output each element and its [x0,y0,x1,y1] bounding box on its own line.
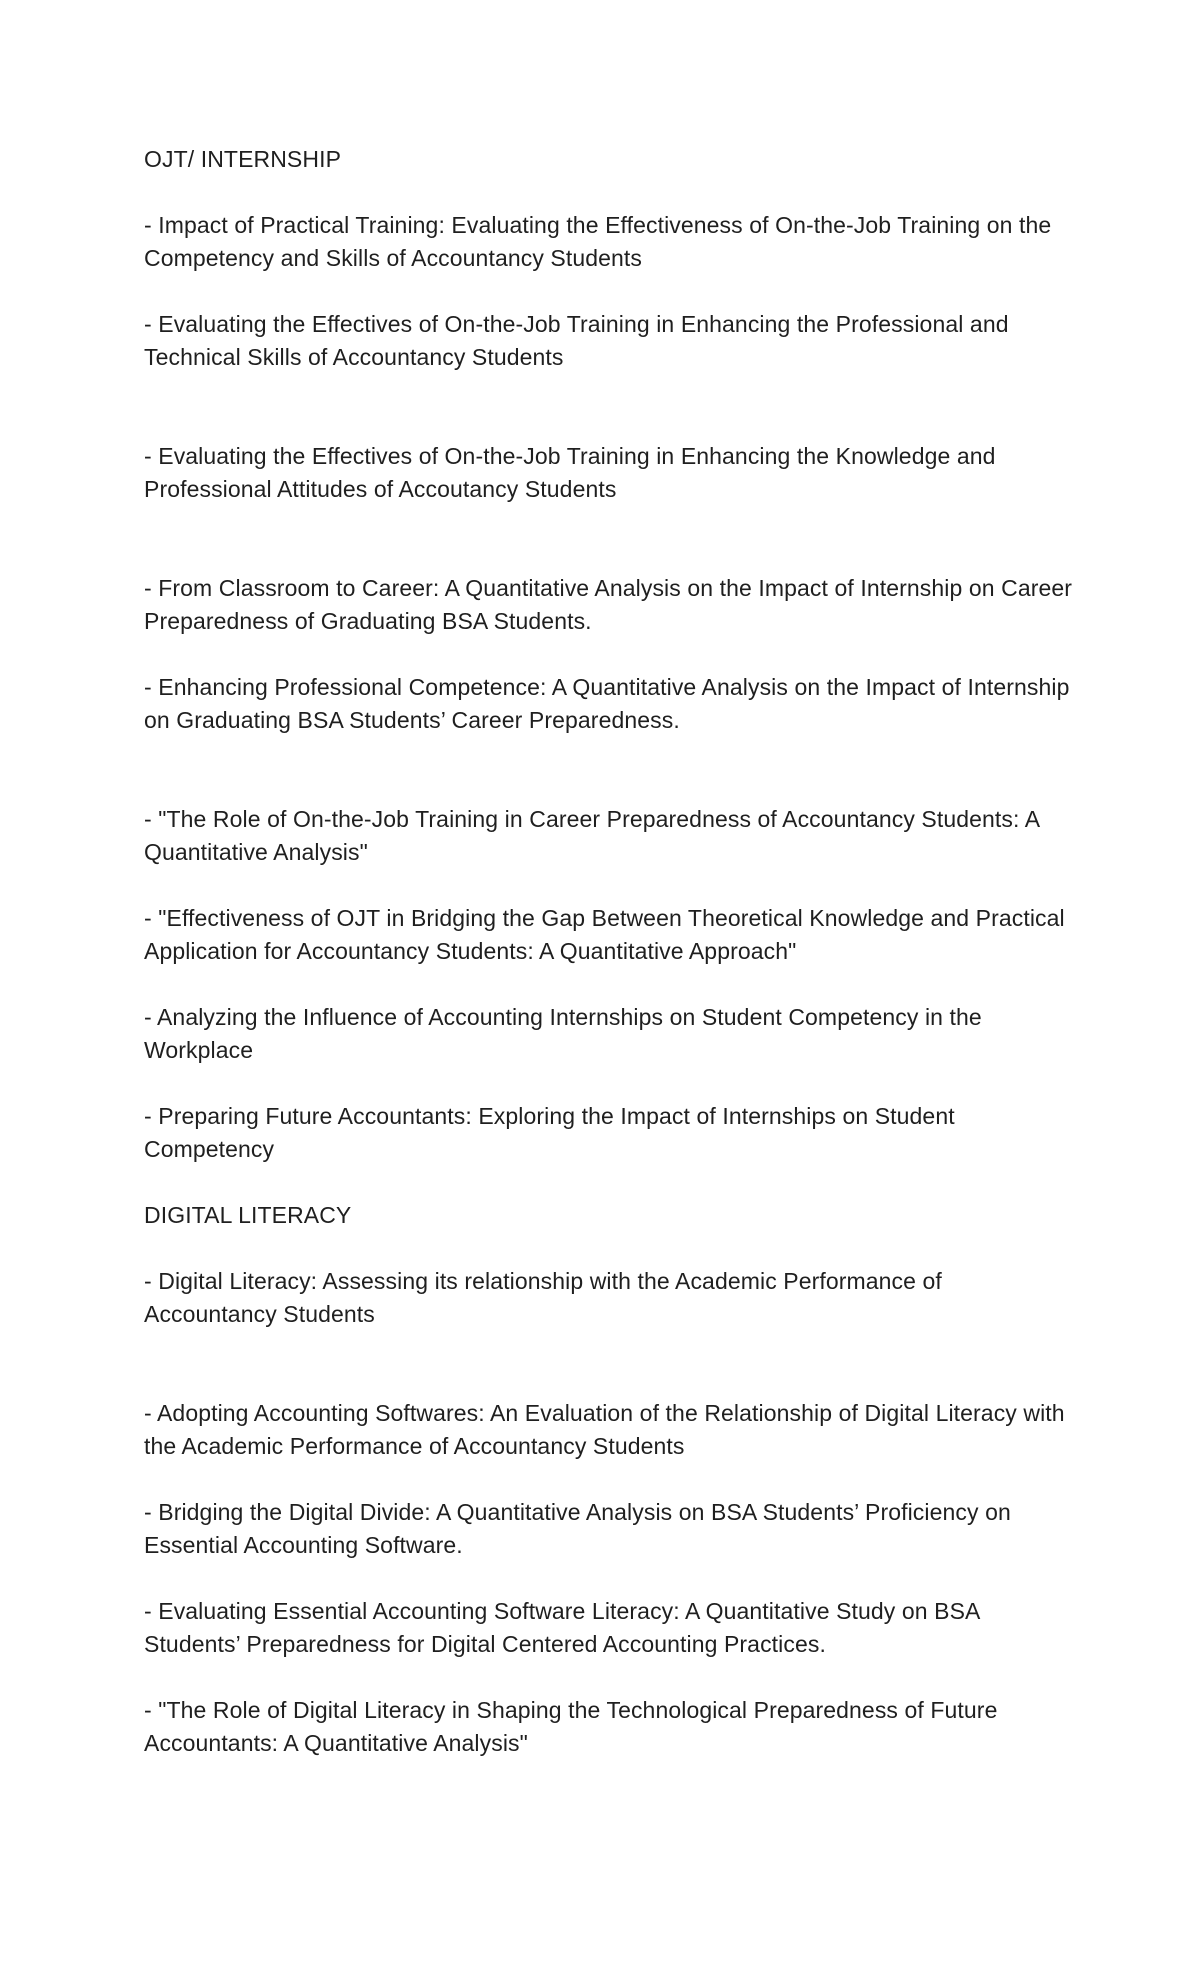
section-heading-digital-literacy: DIGITAL LITERACY [144,1202,352,1228]
ojt-topic-9: - Preparing Future Accountants: Exploring the Impact of Internships on Student Competency [144,1103,955,1162]
digital-topic-3: - Bridging the Digital Divide: A Quantitative Analysis on BSA Students’ Proficiency on Essential Accounting Software. [144,1499,1011,1558]
document-body [144,143,1074,1760]
ojt-topic-1: - Impact of Practical Training: Evaluating the Effectiveness of On-the-Job Training on the Competency and Skills of Accountancy Students [144,212,1052,271]
ojt-topic-2: - Evaluating the Effectives of On-the-Job Training in Enhancing the Professional and Technical Skills of Accountancy Students [144,311,1009,370]
digital-topic-5: - "The Role of Digital Literacy in Shaping the Technological Preparedness of Future Accountants: A Quantitative Analysis" [144,1697,998,1756]
ojt-topic-4: - From Classroom to Career: A Quantitative Analysis on the Impact of Internship on Career Preparedness of Graduating BSA Students. [144,575,1073,634]
ojt-topic-8: - Analyzing the Influence of Accounting Internships on Student Competency in the Workplace [144,1004,982,1063]
ojt-topic-7: - "Effectiveness of OJT in Bridging the Gap Between Theoretical Knowledge and Practical Application for Accountancy Students: A Quantitative Approach" [144,905,1065,964]
digital-topic-1: - Digital Literacy: Assessing its relationship with the Academic Performance of Accountancy Students [144,1268,942,1327]
ojt-topic-3: - Evaluating the Effectives of On-the-Job Training in Enhancing the Knowledge and Professional Attitudes of Accoutancy Students [144,443,996,502]
ojt-topic-6: - "The Role of On-the-Job Training in Career Preparedness of Accountancy Students: A Quantitative Analysis" [144,806,1039,865]
digital-topic-4: - Evaluating Essential Accounting Software Literacy: A Quantitative Study on BSA Students’ Preparedness for Digital Centered Accounting Practices. [144,1598,980,1657]
digital-topic-2: - Adopting Accounting Softwares: An Evaluation of the Relationship of Digital Literacy with the Academic Performance of Accountancy Students [144,1400,1065,1459]
ojt-topic-5: - Enhancing Professional Competence: A Quantitative Analysis on the Impact of Internship on Graduating BSA Students’ Career Preparedness. [144,674,1070,733]
section-heading-ojt: OJT/ INTERNSHIP [144,146,342,172]
